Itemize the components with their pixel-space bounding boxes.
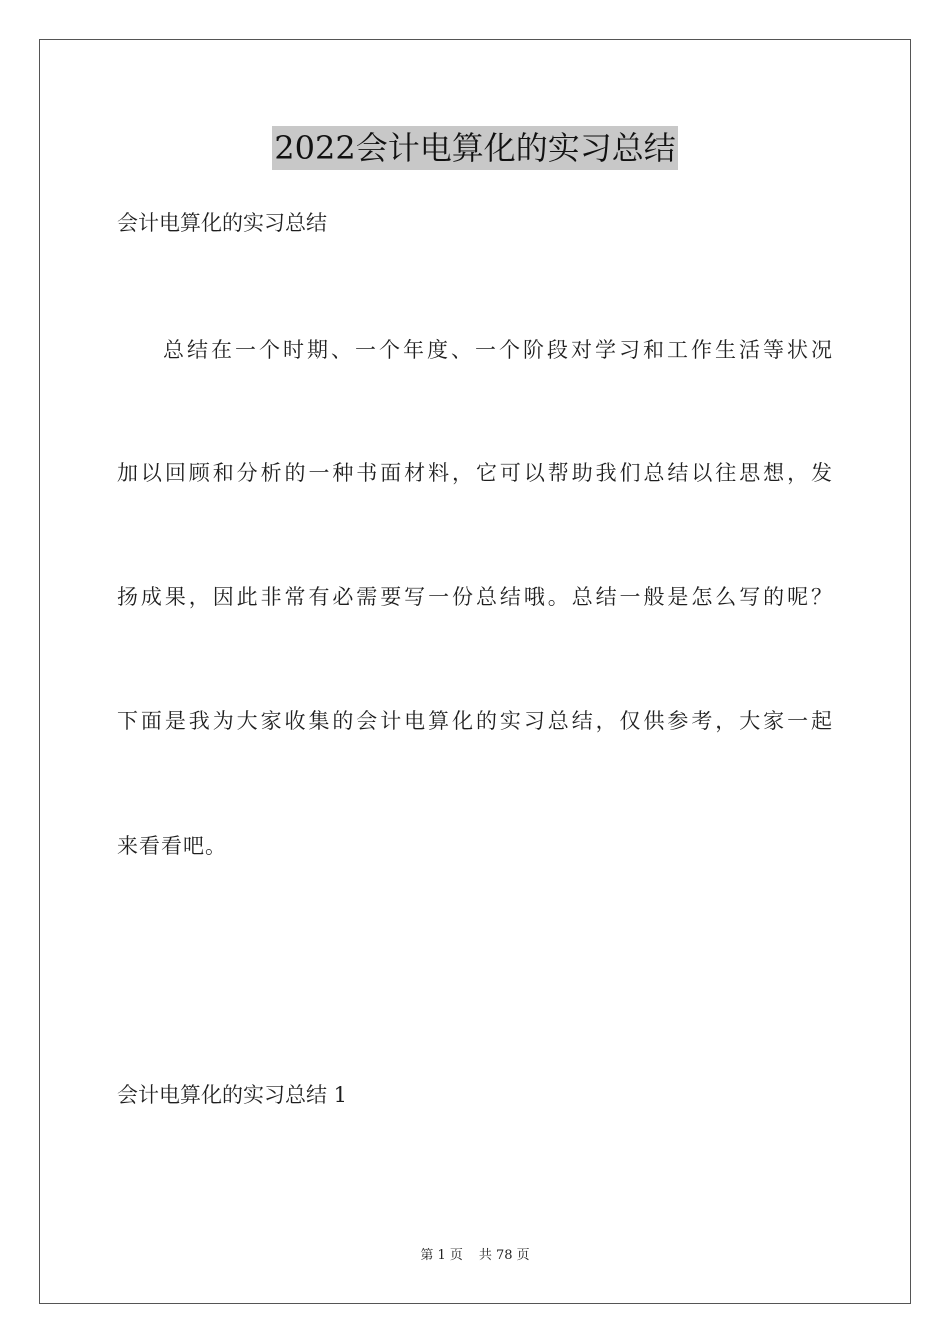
page-footer — [0, 1247, 950, 1265]
paragraph-line-2: 加以回顾和分析的一种书面材料，它可以帮助我们总结以往思想，发 — [117, 461, 833, 485]
page-number: 第 1 页 — [420, 1248, 463, 1263]
paragraph-line-3: 扬成果，因此非常有必需要写一份总结哦。总结一般是怎么写的呢？ — [117, 585, 833, 609]
page-total: 共 78 页 — [478, 1248, 530, 1263]
paragraph-line-4: 下面是我为大家收集的会计电算化的实习总结，仅供参考，大家一起 — [117, 709, 833, 733]
section-heading: 会计电算化的实习总结 1 — [117, 1083, 348, 1107]
document-title — [0, 126, 950, 170]
paragraph-line-1: 总结在一个时期、一个年度、一个阶段对学习和工作生活等状况 — [163, 338, 833, 362]
document-title-text: 2022会计电算化的实习总结 — [272, 126, 677, 170]
paragraph-line-5: 来看看吧。 — [117, 834, 227, 858]
document-subtitle: 会计电算化的实习总结 — [117, 211, 327, 235]
